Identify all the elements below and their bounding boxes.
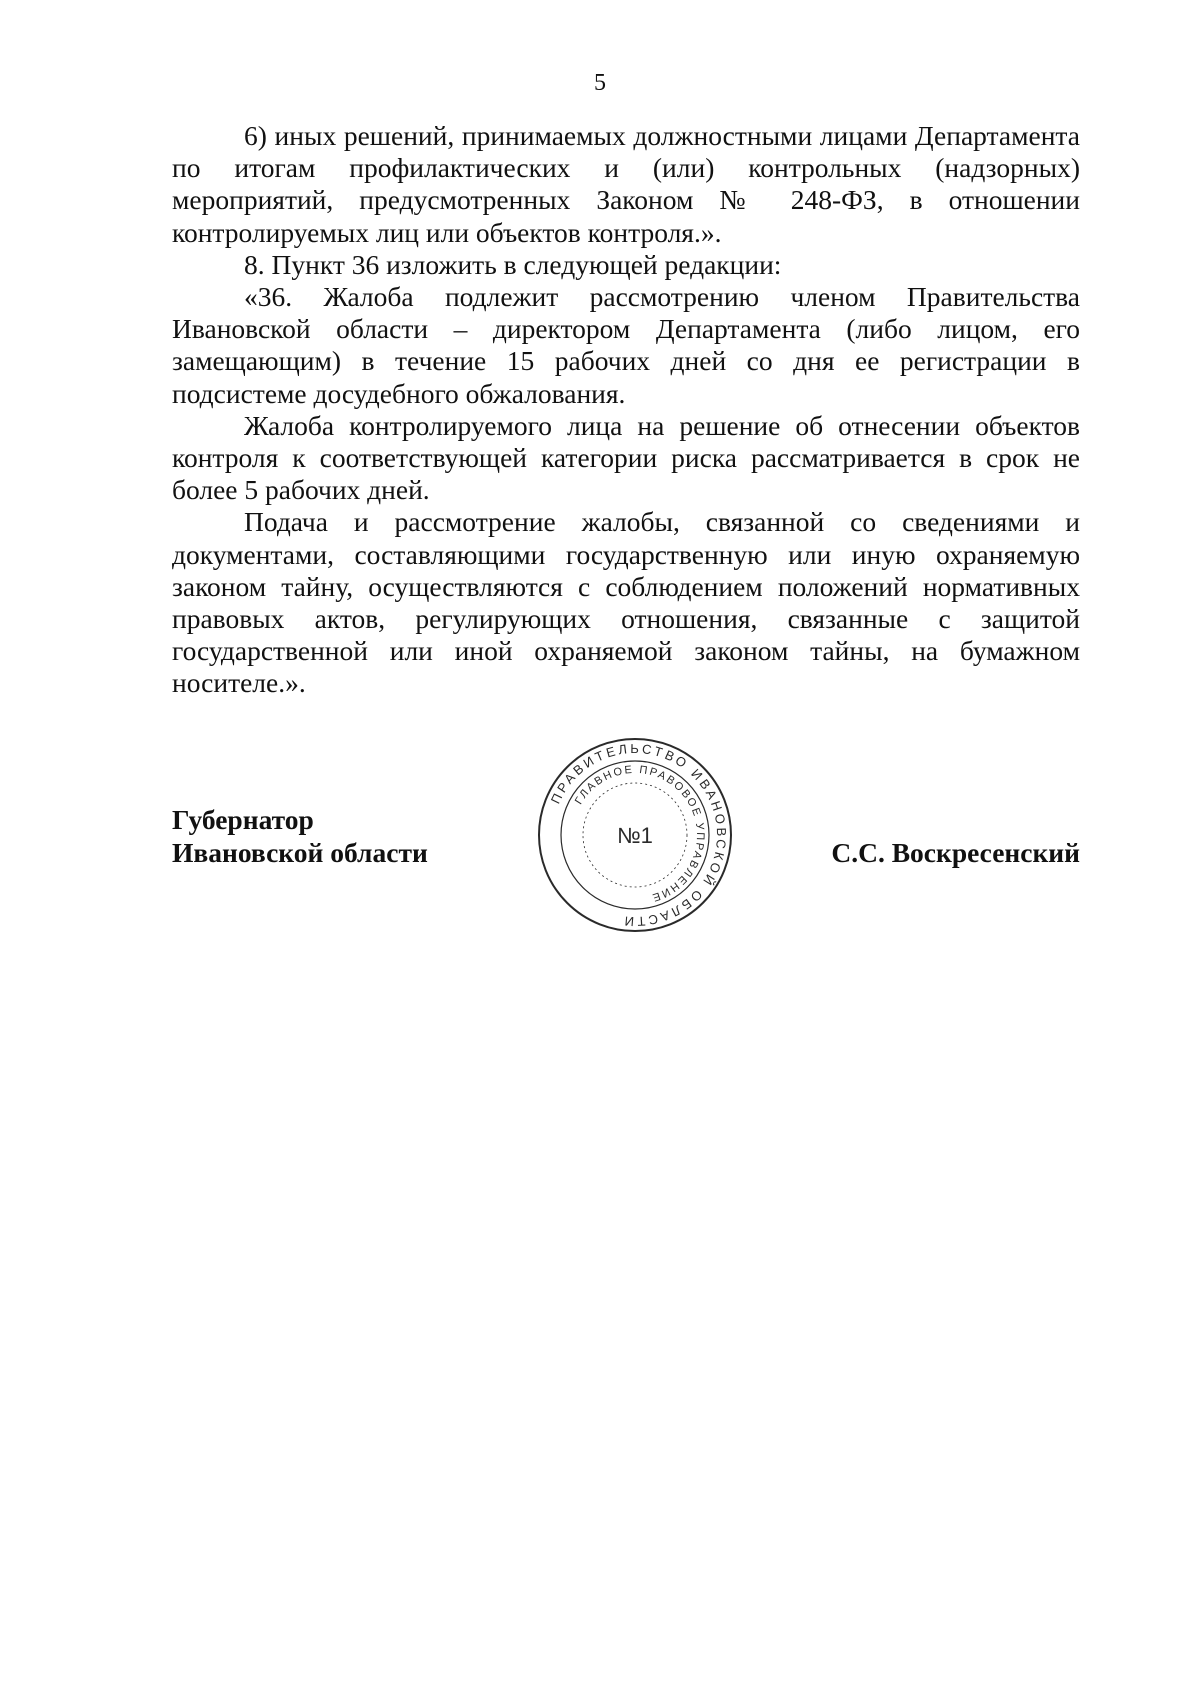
seal-center-number: №1 [617,823,653,848]
paragraph-secret-complaint: Подача и рассмотрение жалобы, связанной со сведениями и документами, составляющими государственную или иную охраняемую законом тайну, осуществляются с соблюдением положений нормативных правовых актов, регулирующих отношения, связанные с защитой государственной или иной охраняемой законом тайны, на бумажном носителе.». [172,506,1080,699]
paragraph-point-36: «36. Жалоба подлежит рассмотрению членом Правительства Ивановской области – директором Департамента (либо лицом, его замещающим) в течение 15 рабочих дней со дня ее регистрации в подсистеме досудебного обжалования. [172,281,1080,409]
signatory-position-line2: Ивановской области [172,837,428,868]
seal-outer-text: ПРАВИТЕЛЬСТВО ИВАНОВСКОЙ ОБЛАСТИ [547,740,730,930]
official-seal [535,735,735,935]
page-number: 5 [594,70,606,96]
signatory-name: С.С. Воскресенский [831,837,1080,868]
document-body [172,120,1080,700]
paragraph-risk-complaint: Жалоба контролируемого лица на решение об отнесении объектов контроля к соответствующей категории риска рассматривается в срок не более 5 рабочих дней. [172,409,1080,506]
seal-inner-text: ГЛАВНОЕ ПРАВОВОЕ УПРАВЛЕНИЕ [572,763,707,904]
paragraph-item-6: 6) иных решений, принимаемых должностными лицами Департамента по итогам профилактических и (или) контрольных (надзорных) мероприятий, предусмотренных Законом № 248-ФЗ, в отношении контролируемых лиц или объектов контроля.». [172,120,1080,248]
paragraph-point-8: 8. Пункт 36 изложить в следующей редакции: [244,248,782,280]
signatory-position-line1: Губернатор [172,804,314,835]
signatory-position [172,803,428,869]
